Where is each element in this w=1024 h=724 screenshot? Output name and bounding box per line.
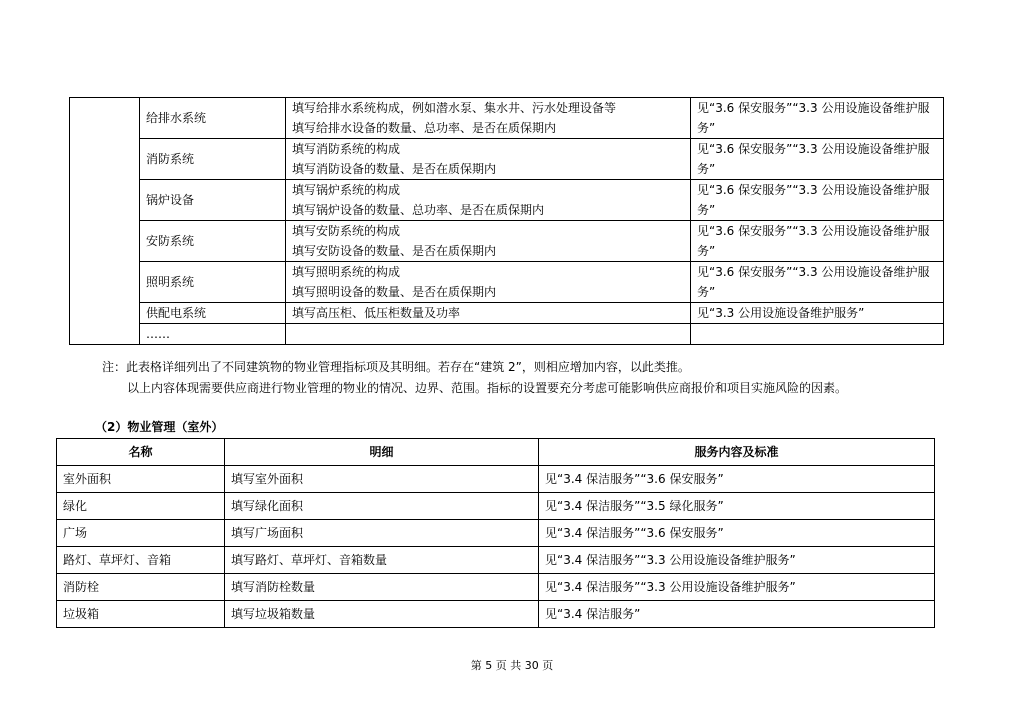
table-row: [70, 303, 944, 324]
service-line: 务”: [697, 121, 716, 135]
table-row: [57, 547, 935, 574]
building-cell: [70, 98, 140, 139]
service-cell: 见“3.4 保洁服务”“3.3 公用设施设备维护服务”: [539, 574, 935, 601]
table-row: [70, 324, 944, 345]
table-row: [70, 180, 944, 221]
details-cell: [286, 180, 691, 221]
header-name: 名称: [57, 439, 225, 466]
building-cell: [70, 180, 140, 221]
system-name-cell: ……: [140, 324, 286, 345]
details-line: 填写锅炉设备的数量、总功率、是否在质保期内: [292, 203, 545, 217]
outdoor-property-table: [56, 438, 935, 628]
table-row: [70, 262, 944, 303]
header-details: 明细: [225, 439, 539, 466]
service-line: 务”: [697, 203, 716, 217]
table-row: [70, 221, 944, 262]
system-name-cell: 给排水系统: [140, 98, 286, 139]
service-cell: 见“3.4 保洁服务”: [539, 601, 935, 628]
service-line: 务”: [697, 162, 716, 176]
scope-note: 以上内容体现需要供应商进行物业管理的物业的情况、边界、范围。指标的设置要充分考虑可能影响供应商报价和项目实施风险的因素。: [127, 381, 848, 395]
section-heading-outdoor: （2）物业管理（室外）: [95, 420, 224, 434]
system-name-cell: 安防系统: [140, 221, 286, 262]
details-cell: [286, 221, 691, 262]
details-line: 填写高压柜、低压柜数量及功率: [292, 306, 461, 320]
details-line: 填写安防设备的数量、是否在质保期内: [292, 244, 497, 258]
header-service: 服务内容及标准: [539, 439, 935, 466]
details-cell: 填写室外面积: [225, 466, 539, 493]
details-line: 填写照明设备的数量、是否在质保期内: [292, 285, 497, 299]
system-name-cell: 供配电系统: [140, 303, 286, 324]
name-cell: 室外面积: [57, 466, 225, 493]
name-cell: 绿化: [57, 493, 225, 520]
details-cell: 填写广场面积: [225, 520, 539, 547]
building-cell: [70, 262, 140, 303]
service-line: 见“3.6 保安服务”“3.3 公用设施设备维护服: [697, 224, 930, 238]
building-cell: [70, 139, 140, 180]
details-cell: 填写垃圾箱数量: [225, 601, 539, 628]
building-cell: [70, 303, 140, 324]
service-cell: [691, 303, 944, 324]
details-line: 填写锅炉系统的构成: [292, 183, 401, 197]
service-cell: 见“3.4 保洁服务”“3.3 公用设施设备维护服务”: [539, 547, 935, 574]
building-cell: [70, 324, 140, 345]
table-note: 注：此表格详细列出了不同建筑物的物业管理指标项及其明细。若存在“建筑 2”，则相应增加内容，以此类推。: [102, 360, 690, 374]
service-cell: [691, 180, 944, 221]
table-row: [57, 493, 935, 520]
table-row: [70, 139, 944, 180]
name-cell: 路灯、草坪灯、音箱: [57, 547, 225, 574]
details-line: 填写给排水系统构成，例如潜水泵、集水井、污水处理设备等: [292, 101, 617, 115]
table-row: [70, 98, 944, 139]
service-cell: [691, 262, 944, 303]
service-line: 见“3.6 保安服务”“3.3 公用设施设备维护服: [697, 101, 930, 115]
service-cell: 见“3.4 保洁服务”“3.6 保安服务”: [539, 520, 935, 547]
details-cell: [286, 262, 691, 303]
service-cell: [691, 139, 944, 180]
details-cell: [286, 139, 691, 180]
service-cell: 见“3.4 保洁服务”“3.6 保安服务”: [539, 466, 935, 493]
details-line: 填写给排水设备的数量、总功率、是否在质保期内: [292, 121, 557, 135]
table-row: [57, 601, 935, 628]
details-cell: 填写消防栓数量: [225, 574, 539, 601]
service-line: 见“3.6 保安服务”“3.3 公用设施设备维护服: [697, 265, 930, 279]
service-cell: [691, 221, 944, 262]
details-cell: [286, 324, 691, 345]
details-line: 填写消防设备的数量、是否在质保期内: [292, 162, 497, 176]
service-cell: 见“3.4 保洁服务”“3.5 绿化服务”: [539, 493, 935, 520]
indoor-property-table: [69, 97, 944, 345]
name-cell: 垃圾箱: [57, 601, 225, 628]
service-line: 务”: [697, 244, 716, 258]
service-cell: [691, 324, 944, 345]
details-line: 填写安防系统的构成: [292, 224, 401, 238]
service-line: 见“3.3 公用设施设备维护服务”: [697, 306, 865, 320]
building-cell: [70, 221, 140, 262]
table-header-row: [57, 439, 935, 466]
table-row: [57, 574, 935, 601]
details-line: 填写消防系统的构成: [292, 142, 401, 156]
system-name-cell: 照明系统: [140, 262, 286, 303]
details-cell: 填写路灯、草坪灯、音箱数量: [225, 547, 539, 574]
service-line: 务”: [697, 285, 716, 299]
name-cell: 广场: [57, 520, 225, 547]
service-line: 见“3.6 保安服务”“3.3 公用设施设备维护服: [697, 183, 930, 197]
system-name-cell: 锅炉设备: [140, 180, 286, 221]
details-cell: [286, 98, 691, 139]
name-cell: 消防栓: [57, 574, 225, 601]
service-line: 见“3.6 保安服务”“3.3 公用设施设备维护服: [697, 142, 930, 156]
details-cell: 填写绿化面积: [225, 493, 539, 520]
details-cell: [286, 303, 691, 324]
system-name-cell: 消防系统: [140, 139, 286, 180]
service-cell: [691, 98, 944, 139]
details-line: 填写照明系统的构成: [292, 265, 401, 279]
table-row: [57, 466, 935, 493]
page-footer: 第 5 页 共 30 页: [470, 659, 554, 672]
table-row: [57, 520, 935, 547]
